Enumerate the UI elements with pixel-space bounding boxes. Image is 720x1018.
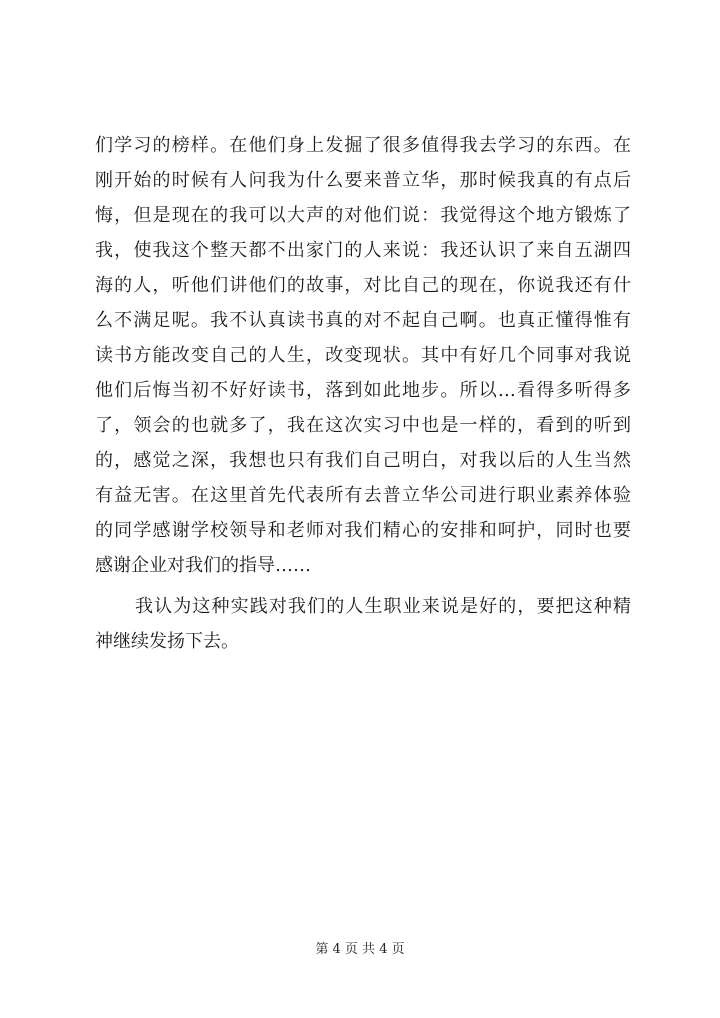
text-line: 读书方能改变自己的人生，改变现状。其中有好几个同事对我说	[95, 345, 631, 366]
text-line: 么不满足呢。我不认真读书真的对不起自己啊。也真正懂得惟有	[95, 310, 631, 331]
text-line: 海的人，听他们讲他们的故事，对比自己的现在，你说我还有什	[95, 275, 631, 296]
text-line: 的，感觉之深，我想也只有我们自己明白，对我以后的人生当然	[95, 450, 631, 471]
text-line: 感谢企业对我们的指导……	[95, 555, 311, 576]
page-number-footer: 第 4 页 共 4 页	[315, 942, 405, 957]
text-line: 他们后悔当初不好好读书，落到如此地步。所以…看得多听得多	[95, 380, 631, 401]
text-line: 的同学感谢学校领导和老师对我们精心的安排和呵护，同时也要	[95, 520, 631, 541]
text-line: 们学习的榜样。在他们身上发掘了很多值得我去学习的东西。在	[95, 135, 631, 156]
text-line: 悔，但是现在的我可以大声的对他们说：我觉得这个地方锻炼了	[95, 205, 631, 226]
paragraph-1	[95, 128, 631, 583]
text-line: 神继续发扬下去。	[95, 631, 239, 652]
text-line: 我认为这种实践对我们的人生职业来说是好的，要把这种精	[135, 596, 631, 617]
text-line: 了，领会的也就多了，我在这次实习中也是一样的，看到的听到	[95, 415, 631, 436]
text-line: 我，使我这个整天都不出家门的人来说：我还认识了来自五湖四	[95, 240, 631, 261]
text-line: 有益无害。在这里首先代表所有去普立华公司进行职业素养体验	[95, 485, 631, 506]
document-body	[95, 128, 631, 659]
paragraph-2	[95, 589, 631, 659]
text-line: 刚开始的时候有人问我为什么要来普立华，那时候我真的有点后	[95, 170, 631, 191]
